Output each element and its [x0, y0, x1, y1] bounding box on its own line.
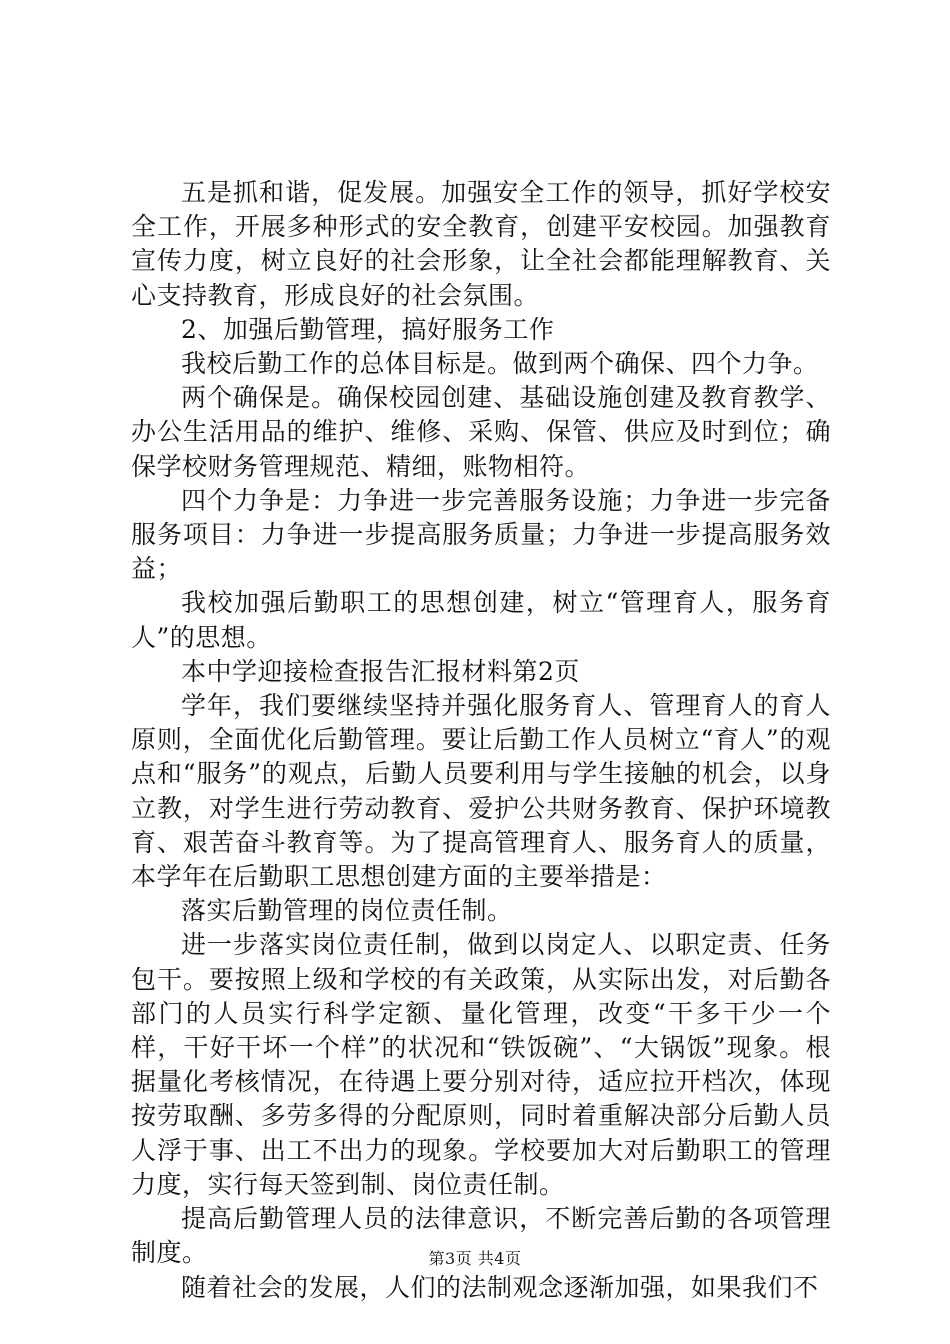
paragraph-responsibility-detail: 进一步落实岗位责任制，做到以岗定人、以职定责、任务包干。要按照上级和学校的有关政策，从实际出发，对后勤各部门的人员实行科学定额、量化管理，改变“干多干少一个样，干好干坏一个样”的状况和“铁饭碗”、“大锅饭”现象。根据量化考核情况，在待遇上要分别对待，适应拉开档次，体现按劳取酬、多劳多得的分配原则，同时着重解决部分后勤人员人浮于事、出工不出力的现象。学校要加大对后勤职工的管理力度，实行每天签到制、岗位责任制。 — [131, 930, 831, 1199]
paragraph-overall-goal: 我校后勤工作的总体目标是。做到两个确保、四个力争。 — [181, 349, 819, 379]
document-body — [131, 176, 831, 1305]
paragraph-school-year: 学年，我们要继续坚持并强化服务育人、管理育人的育人原则，全面优化后勤管理。要让后勤工作人员树立“育人”的观点和“服务”的观点，后勤人员要利用与学生接触的机会，以身立教，对学生进行劳动教育、爱护公共财务教育、保护环境教育、艰苦奋斗教育等。为了提高管理育人、服务育人的质量，本学年在后勤职工思想创建方面的主要举措是： — [131, 691, 831, 892]
paragraph-social-development: 随着社会的发展，人们的法制观念逐渐加强，如果我们不 — [181, 1272, 819, 1302]
page-number-footer: 第3页 共4页 — [428, 1249, 522, 1268]
paragraph-report-page-ref: 本中学迎接检查报告汇报材料第2页 — [181, 656, 580, 686]
section-heading-logistics: 2、加强后勤管理，搞好服务工作 — [181, 314, 555, 344]
paragraph-four-strivings: 四个力争是：力争进一步完善服务设施；力争进一步完备服务项目：力争进一步提高服务质量；力争进一步提高服务效益； — [131, 485, 831, 584]
paragraph-staff-thinking: 我校加强后勤职工的思想创建，树立“管理育人，服务育人”的思想。 — [131, 588, 831, 652]
paragraph-two-guarantees: 两个确保是。确保校园创建、基础设施创建及教育教学、办公生活用品的维护、维修、采购、保管、供应及时到位；确保学校财务管理规范、精细，账物相符。 — [131, 383, 831, 481]
paragraph-legal-awareness: 提高后勤管理人员的法律意识，不断完善后勤的各项管理制度。 — [131, 1204, 831, 1268]
paragraph-safety-harmony: 五是抓和谐，促发展。加强安全工作的领导，抓好学校安全工作，开展多种形式的安全教育，创建平安校园。加强教育宣传力度，树立良好的社会形象，让全社会都能理解教育、关心支持教育，形成良好的社会氛围。 — [131, 178, 831, 310]
paragraph-responsibility-heading: 落实后勤管理的岗位责任制。 — [181, 896, 513, 926]
